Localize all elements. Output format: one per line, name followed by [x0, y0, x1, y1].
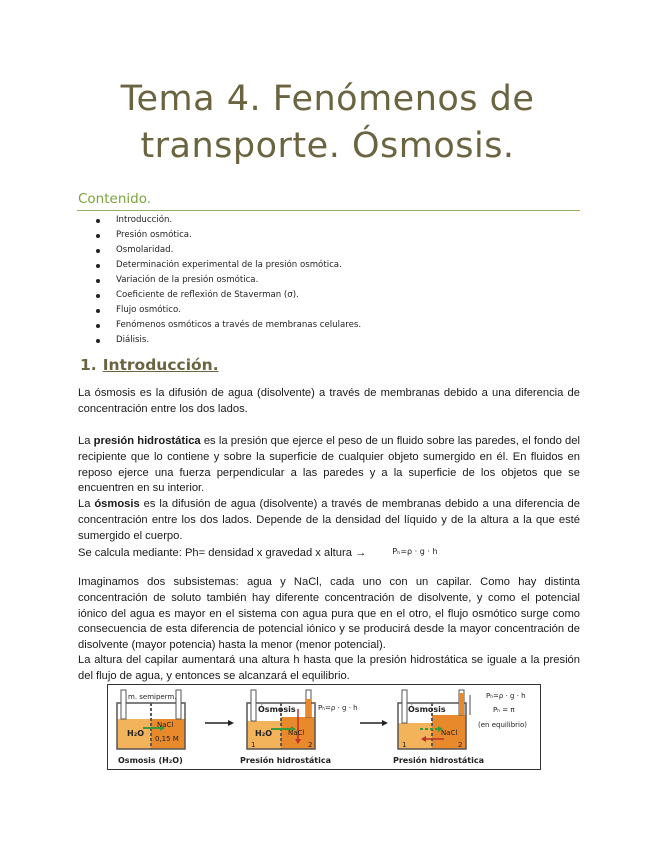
contents-item[interactable]: Osmolaridad.: [96, 243, 361, 258]
text-run: La: [78, 498, 95, 510]
panel-1-capillary-right: [176, 690, 181, 719]
contents-item[interactable]: Coeficiente de reflexión de Staverman (σ).: [96, 288, 361, 303]
panel-1-salt-label: NaCl: [157, 721, 174, 729]
text-run: es la difusión de agua (disolvente) a través de membranas debido a una diferencia de concentración entre los dos lados. Depende de la densidad del líquido y de la altura a la que esté sumergido el cuerpo.: [78, 498, 580, 542]
title-line-1: Tema 4. Fenómenos de: [120, 79, 535, 119]
paragraph-presion-hidrostatica: [78, 434, 580, 497]
contents-heading: Contenido.: [78, 191, 152, 207]
document-title: [60, 76, 595, 170]
contents-item[interactable]: Introducción.: [96, 213, 361, 228]
paragraph-osmosis-definition: La ósmosis es la difusión de agua (disolvente) a través de membranas debido a una diferencia de concentración entre los dos lados.: [78, 387, 580, 415]
panel-3-capillary-fill: [459, 693, 464, 715]
panel-3-caption: Presión hidrostática: [393, 756, 485, 765]
contents-item[interactable]: Flujo osmótico.: [96, 303, 361, 318]
panel-2-beaker: [247, 690, 315, 749]
text-run: La: [78, 435, 94, 447]
panel-2-side-2: 2: [308, 741, 313, 749]
section-number: 1.: [80, 356, 97, 374]
section-title: Introducción.: [102, 356, 219, 374]
paragraph-osmosis-depends: [78, 497, 580, 544]
panel-3-salt-label: NaCl: [441, 729, 458, 737]
formula-inline: Pₕ=ρ · g · h: [392, 547, 438, 556]
formula-text: Se calcula mediante: Ph= densidad x gravedad x altura →: [78, 547, 367, 559]
panel-2-capillary-fill: [306, 699, 311, 717]
panel-2-side-1: 1: [251, 741, 256, 749]
paragraph-subsistemas: Imaginamos dos subsistemas: agua y NaCl, cada uno con un capilar. Como hay distinta concentración de soluto también hay diferente concentración de disolvente, y como el potencial iónico del agua es mayor en el sistema con agua pura que en el otro, el flujo osmótico surge como consecuencia de esta diferencia de potencial iónico y se producirá desde la mayor concentración de disolvente (mayor potencia) hasta la menor (menor potencial).: [78, 576, 580, 652]
panel-2-header: Ósmosis: [258, 705, 296, 714]
panel-1-concentration: 0,15 M: [155, 735, 179, 743]
bold-term: presión hidrostática: [93, 435, 201, 447]
paragraph-equilibrio: La altura del capilar aumentará una altura h hasta que la presión hidrostática se iguale a la presión del flujo de agua, y entonces se alcanzará el equilibrio.: [78, 654, 580, 682]
panel-1-membrane-label: m. semiperm.: [128, 693, 177, 701]
panel-3-formula-1: Pₕ=ρ · g · h: [486, 692, 526, 700]
panel-3-side-1: 1: [402, 741, 407, 749]
text-run: es la presión que ejerce el peso de un fluido sobre las paredes, el fondo del recipiente que lo contiene y sobre la superficie de cualquier objeto sumergido en él. En fluidos en reposo ejerce una fuerza perpendicular a las paredes y a la superficie de los objetos que se encuentren en su interior.: [78, 435, 580, 495]
contents-item[interactable]: Fenómenos osmóticos a través de membranas celulares.: [96, 318, 361, 333]
panel-2-formula: Pₕ=ρ · g · h: [318, 704, 358, 712]
osmosis-figure: [107, 684, 541, 770]
panel-2-salt-label: NaCl: [288, 729, 305, 737]
panel-3-equilibrium-note: (en equilibrio): [478, 721, 527, 729]
transition-arrowhead-2: [382, 720, 388, 726]
contents-item[interactable]: Presión osmótica.: [96, 228, 361, 243]
paragraph-formula: [78, 544, 580, 562]
panel-1-capillary-left: [121, 690, 126, 719]
bold-term: ósmosis: [94, 498, 140, 510]
contents-list: [96, 213, 361, 348]
panel-3-header: Ósmosis: [408, 705, 446, 714]
contents-item[interactable]: Variación de la presión osmótica.: [96, 273, 361, 288]
title-line-2: transporte. Ósmosis.: [140, 126, 515, 166]
panel-1-caption: Osmosis (H₂O): [118, 756, 183, 765]
panel-3-capillary-left: [402, 690, 407, 723]
contents-divider: [77, 210, 580, 211]
panel-2-water-label: H₂O: [255, 729, 272, 738]
transition-arrowhead-1: [228, 720, 234, 726]
contents-item[interactable]: Determinación experimental de la presión osmótica.: [96, 258, 361, 273]
panel-1-water-label: H₂O: [127, 729, 144, 738]
panel-2-capillary-left: [251, 690, 256, 721]
section-heading-introduccion: [80, 356, 219, 374]
panel-3-side-2: 2: [458, 741, 463, 749]
panel-2-caption: Presión hidrostática: [240, 756, 332, 765]
panel-3-formula-2: Pₕ = π: [493, 706, 515, 714]
contents-item[interactable]: Diálisis.: [96, 333, 361, 348]
